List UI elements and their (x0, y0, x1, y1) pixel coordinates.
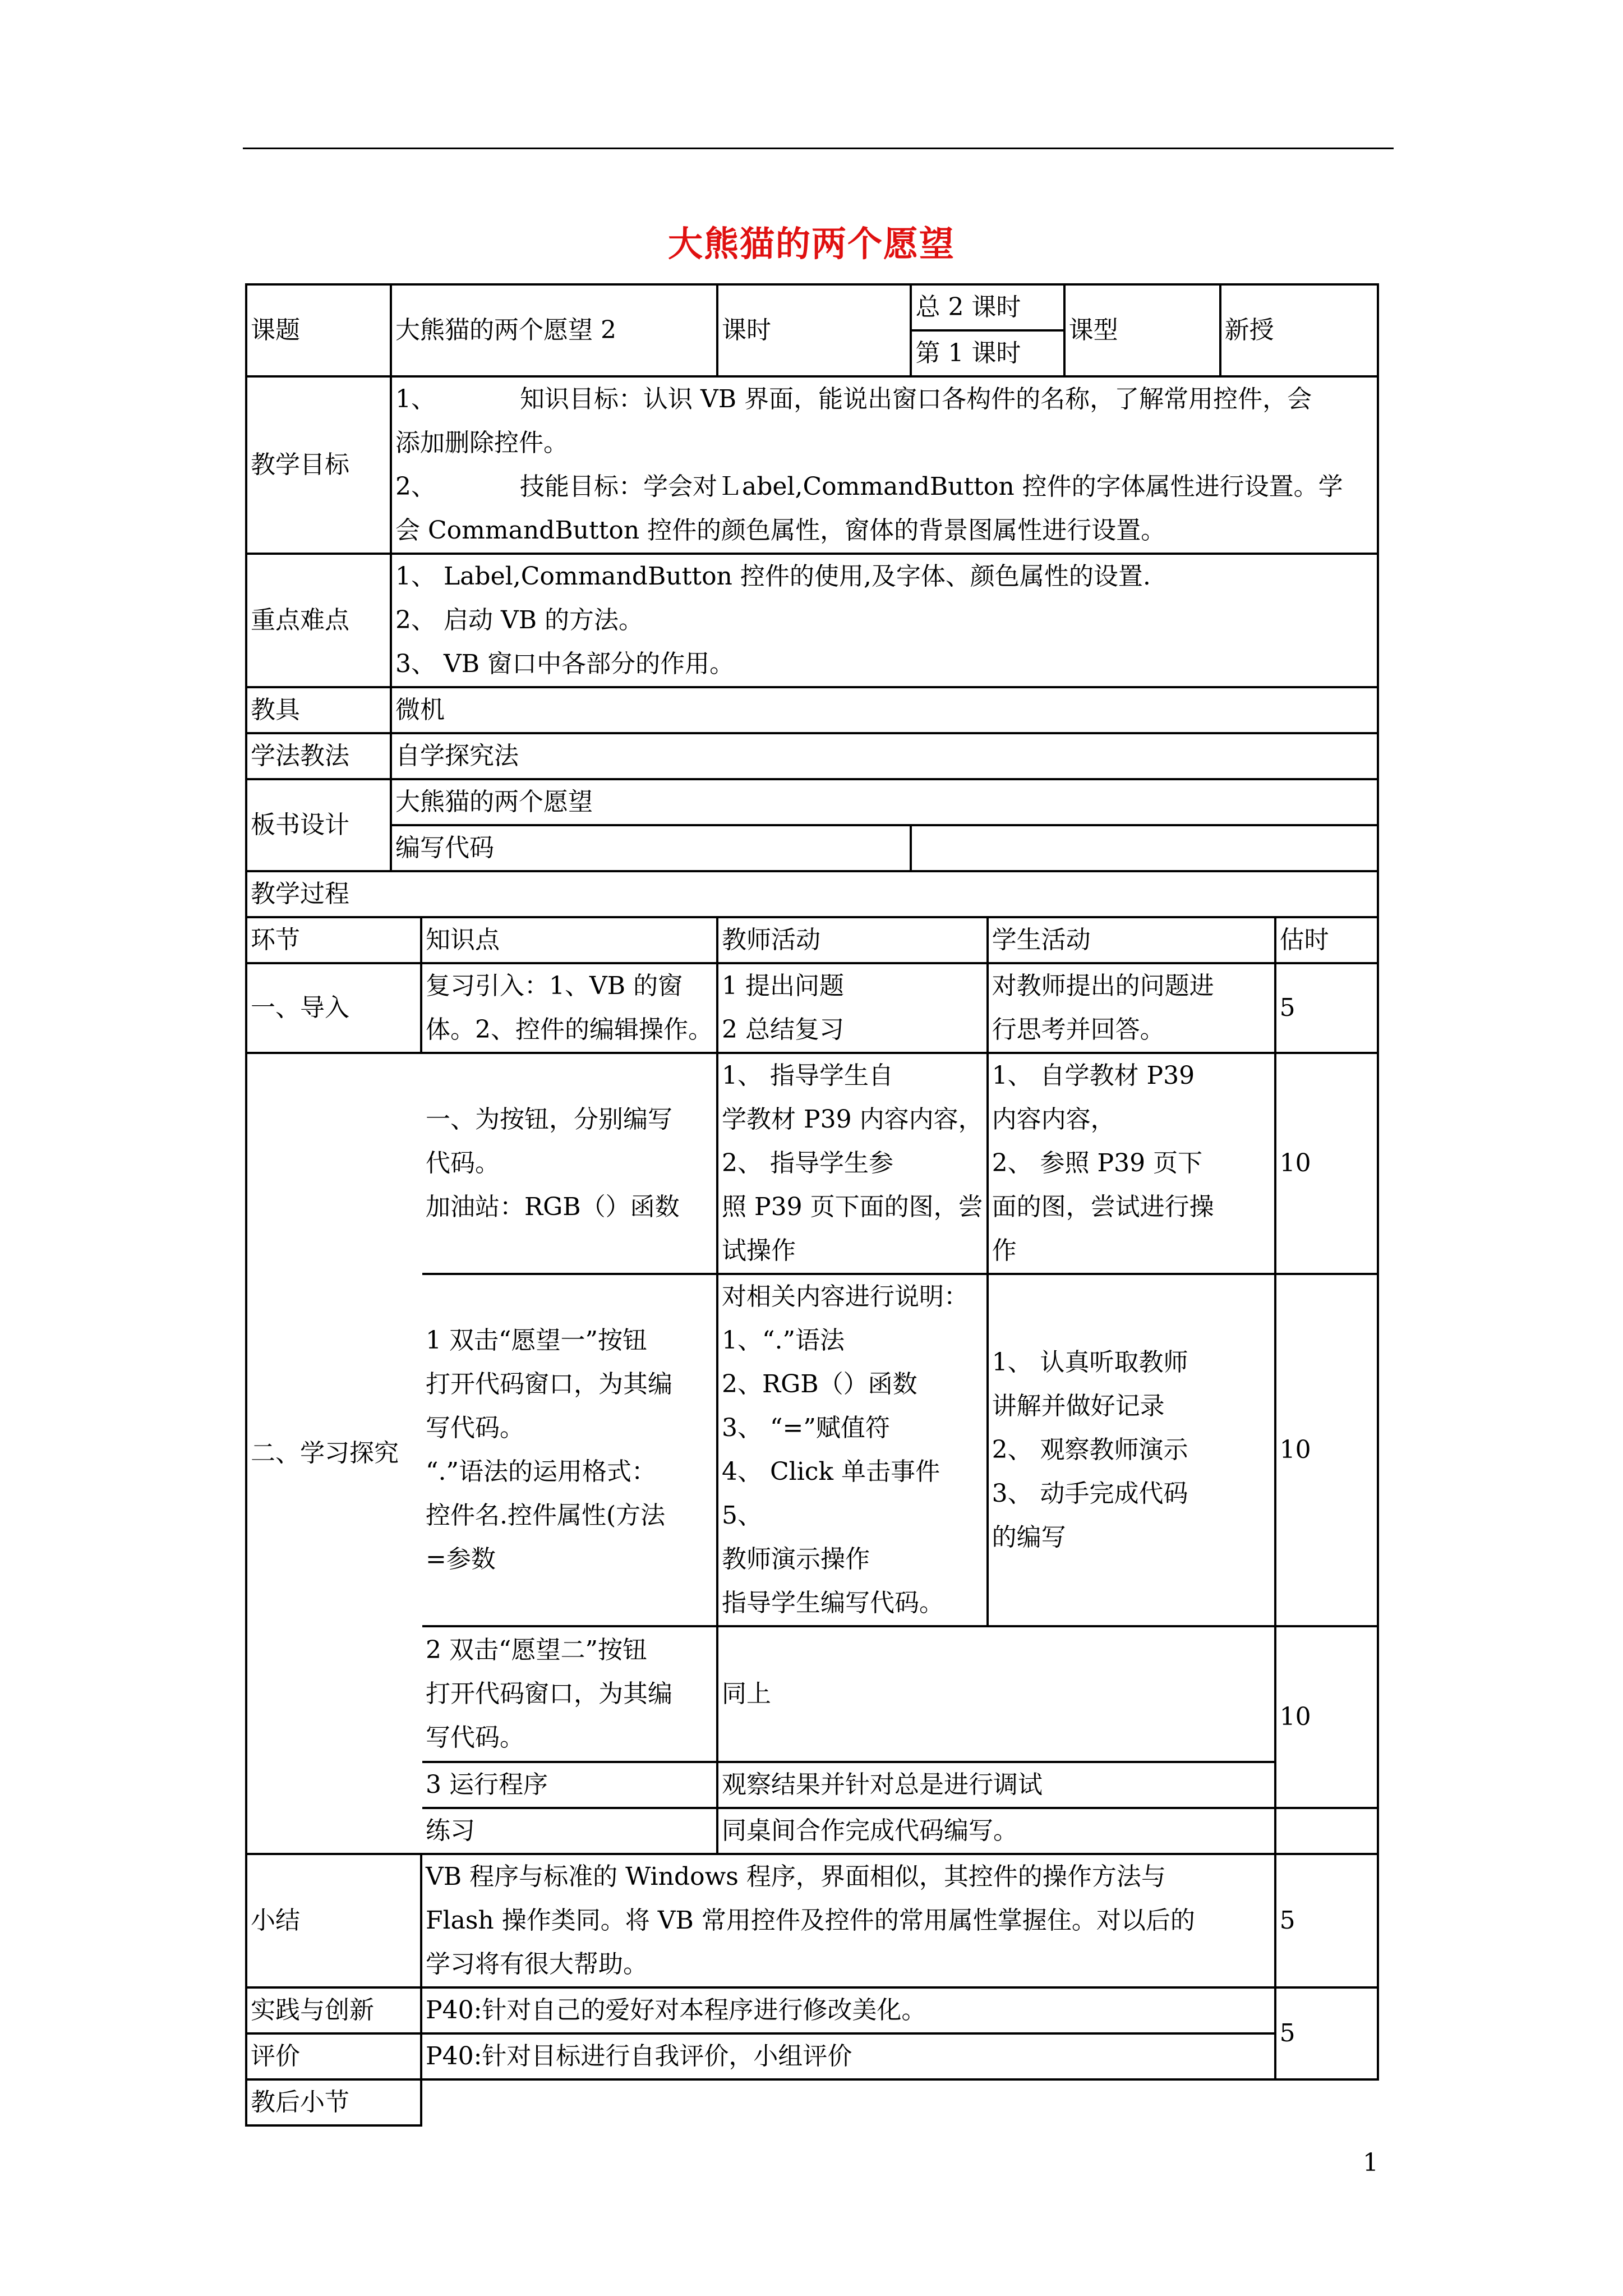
board-label-cell: 板书设计 (246, 779, 391, 871)
explore-row2-teacher-cell: 对相关内容进行说明： 1、“.”语法 2、RGB（）函数 3、 “=”赋值符 4、 Click 单击事件 5、 教师演示操作 指导学生编写代码。 (717, 1274, 988, 1626)
tools-value-cell: 微机 (391, 687, 1378, 733)
intro-student-cell: 对教师提出的问题进 行思考并回答。 (988, 963, 1275, 1053)
explore-row2-knowledge-cell: 1 双击“愿望一”按钮 打开代码窗口，为其编 写代码。 “.”语法的运用格式： 控件名.控件属性(方法 =参数 (421, 1274, 717, 1626)
header-teacher-cell: 教师活动 (717, 917, 988, 963)
type-label-cell: 课型 (1064, 284, 1220, 376)
board-line1-cell: 大熊猫的两个愿望 (391, 779, 1378, 825)
topic-value-cell: 大熊猫的两个愿望 2 (391, 284, 717, 376)
explore-row5-activity-cell: 同桌间合作完成代码编写。 (717, 1808, 1275, 1854)
header-knowledge-cell: 知识点 (421, 917, 717, 963)
process-label-cell: 教学过程 (246, 871, 1378, 917)
explore-row4-activity-cell: 观察结果并针对总是进行调试 (717, 1762, 1275, 1808)
summary-content-cell: VB 程序与标准的 Windows 程序，界面相似，其控件的操作方法与 Flash 操作类同。将 VB 常用控件及控件的常用属性掌握住。对以后的 学习将有很大帮助。 (421, 1854, 1275, 1987)
total-hours-cell: 总 2 课时 (911, 284, 1064, 330)
summary-time-cell: 5 (1275, 1854, 1378, 1987)
reflection-label-cell: 教后小节 (246, 2079, 421, 2125)
explore-row3-time-cell: 10 (1275, 1626, 1378, 1808)
objectives-label-cell: 教学目标 (246, 376, 391, 554)
hours-label-cell: 课时 (717, 284, 911, 376)
intro-knowledge-cell: 复习引入：1、VB 的窗 体。2、控件的编辑操作。 (421, 963, 717, 1053)
reflection-empty-cell (421, 2079, 1378, 2125)
explore-row2-student-cell: 1、 认真听取教师 讲解并做好记录 2、 观察教师演示 3、 动手完成代码 的编写 (988, 1274, 1275, 1626)
type-value-cell: 新授 (1220, 284, 1378, 376)
explore-row1-teacher-cell: 1、 指导学生自 学教材 P39 内容内容， 2、 指导学生参 照 P39 页下面的图，尝 试操作 (717, 1053, 988, 1274)
intro-time-cell: 5 (1275, 963, 1378, 1053)
document-title: 大熊猫的两个愿望 (667, 223, 955, 264)
tools-label-cell: 教具 (246, 687, 391, 733)
intro-stage-cell: 一、导入 (246, 963, 421, 1053)
header-time-cell: 估时 (1275, 917, 1378, 963)
methods-label-cell: 学法教法 (246, 733, 391, 779)
board-line2-cell: 编写代码 (391, 825, 911, 871)
evaluation-value-cell: P40:针对目标进行自我评价，小组评价 (421, 2033, 1275, 2079)
summary-label-cell: 小结 (246, 1854, 421, 1987)
methods-value-cell: 自学探究法 (391, 733, 1378, 779)
intro-teacher-cell: 1 提出问题 2 总结复习 (717, 963, 988, 1053)
lesson-plan-table (245, 283, 1379, 2127)
explore-row1-time-cell: 10 (1275, 1053, 1378, 1274)
explore-row3-knowledge-cell: 2 双击“愿望二”按钮 打开代码窗口，为其编 写代码。 (421, 1626, 717, 1762)
current-hour-cell: 第 1 课时 (911, 330, 1064, 376)
explore-row3-activity-cell: 同上 (717, 1626, 1275, 1762)
topic-label-cell: 课题 (246, 284, 391, 376)
header-student-cell: 学生活动 (988, 917, 1275, 963)
objectives-content-cell: 1、 知识目标：认识 VB 界面，能说出窗口各构件的名称，了解常用控件，会 添加删除控件。 2、 技能目标：学会对Ｌabel,CommandButton 控件的字体属性进行设置。学 会 CommandButton 控件的颜色属性，窗体的背景图属性进行设置。 (391, 376, 1378, 554)
explore-row2-time-cell: 10 (1275, 1274, 1378, 1626)
explore-row1-knowledge-cell: 一、为按钮，分别编写 代码。 加油站：RGB（）函数 (421, 1053, 717, 1274)
header-stage-cell: 环节 (246, 917, 421, 963)
practice-value-cell: P40:针对自己的爱好对本程序进行修改美化。 (421, 1987, 1275, 2033)
practice-label-cell: 实践与创新 (246, 1987, 421, 2033)
explore-stage-cell: 二、学习探究 (246, 1053, 421, 1854)
explore-row5-knowledge-cell: 练习 (421, 1808, 717, 1854)
board-empty-cell (911, 825, 1377, 871)
header-rule (243, 148, 1394, 149)
key-points-content-cell: 1、 Label,CommandButton 控件的使用,及字体、颜色属性的设置. 2、 启动 VB 的方法。 3、 VB 窗口中各部分的作用。 (391, 554, 1378, 687)
key-points-label-cell: 重点难点 (246, 554, 391, 687)
practice-time-cell: 5 (1275, 1987, 1378, 2079)
page-number: 1 (1363, 2148, 1378, 2177)
explore-row5-time-cell (1275, 1808, 1378, 1854)
evaluation-label-cell: 评价 (246, 2033, 421, 2079)
explore-row1-student-cell: 1、 自学教材 P39 内容内容， 2、 参照 P39 页下 面的图，尝试进行操 作 (988, 1053, 1275, 1274)
explore-row4-knowledge-cell: 3 运行程序 (421, 1762, 717, 1808)
